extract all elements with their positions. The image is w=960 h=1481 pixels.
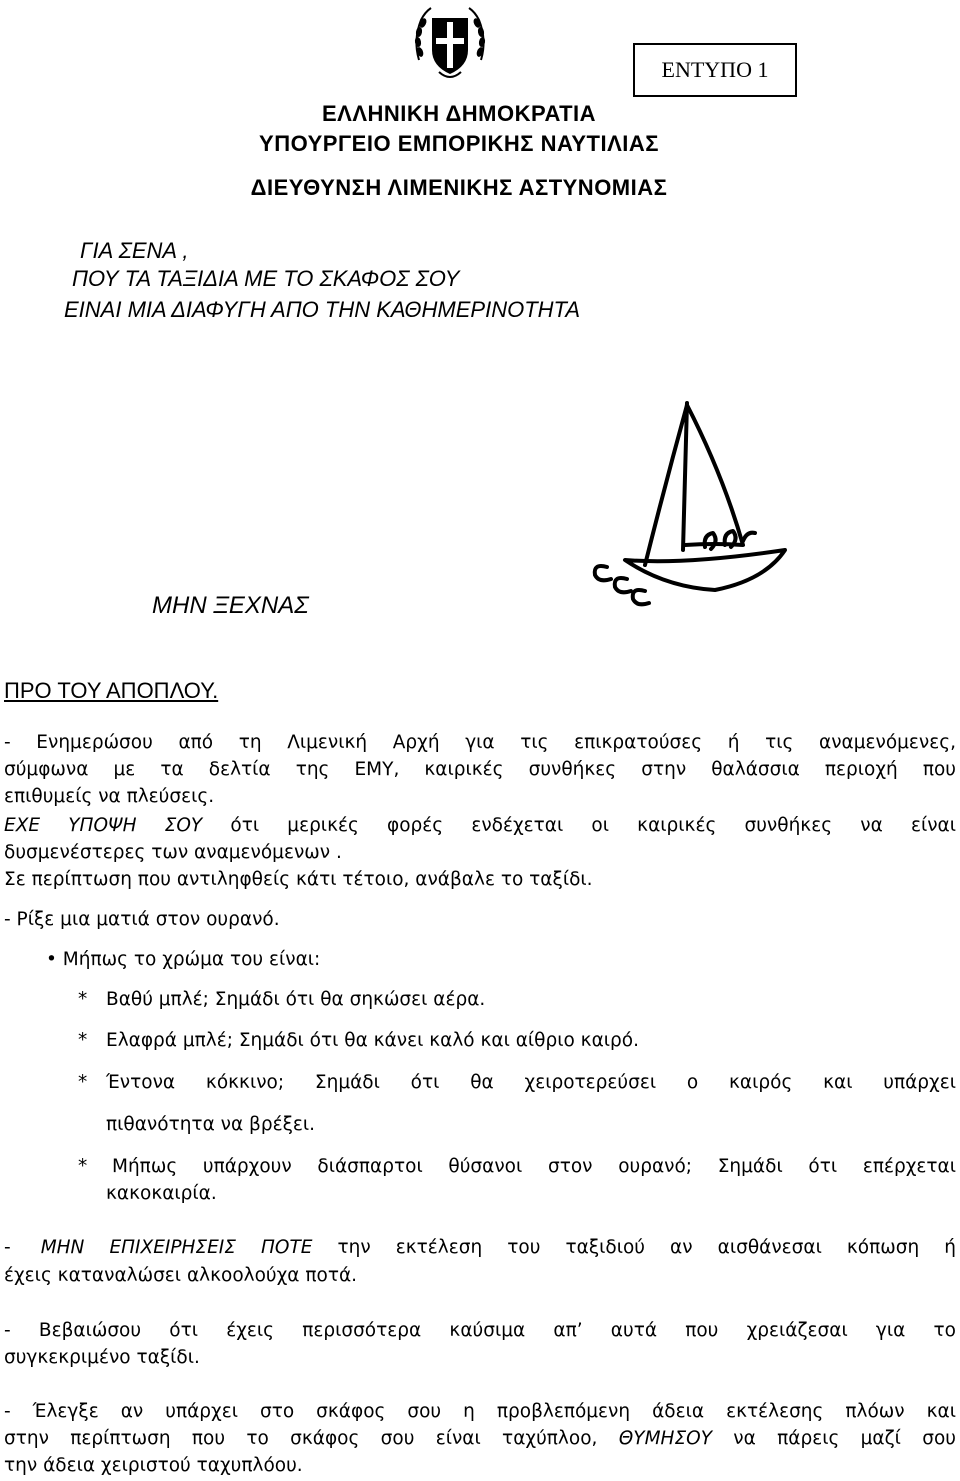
dont-forget-heading: ΜΗΝ ΞΕΧΝΑΣ — [152, 592, 309, 619]
never-attempt-emphasis: ΜΗΝ ΕΠΙΧΕΙΡΗΣΕΙΣ ΠΟΤΕ — [40, 1237, 313, 1258]
sky-item-4-asterisk — [78, 1153, 87, 1180]
sky-item-3-asterisk — [78, 1069, 87, 1096]
header-republic: ΕΛΛΗΝΙΚΗ ΔΗΜΟΚΡΑΤΙΑ — [321, 101, 597, 126]
sky-item-2-text: Ελαφρά μπλέ; Σημάδι ότι θα κάνει καλό και αίθριο καιρό. — [106, 1030, 639, 1051]
form-number-label: ΕΝΤΥΠΟ 1 — [661, 57, 769, 82]
sky-item-3-line-1: Έντονα κόκκινο; Σημάδι ότι θα χειροτερεύσει ο καιρός και υπάρχει — [106, 1072, 956, 1093]
asterisk-icon: * — [78, 989, 88, 1010]
para1-line-6: Σε περίπτωση που αντιληφθείς κάτι τέτοιο, ανάβαλε το ταξίδι. — [4, 869, 593, 890]
para2-line-1-rest: την εκτέλεση του ταξιδιού αν αισθάνεσαι κόπωση ή — [312, 1237, 956, 1258]
sky-item-3-line-2: πιθανότητα να βρέξει. — [106, 1114, 316, 1135]
asterisk-icon: * — [78, 1156, 88, 1177]
para2-line-2: έχεις καταναλώσει αλκοολούχα ποτά. — [4, 1265, 358, 1286]
coat-of-arms-emblem — [407, 0, 493, 86]
asterisk-icon: * — [78, 1072, 88, 1093]
para1-line-5: δυσμενέστερες των αναμενόμενων . — [4, 842, 342, 863]
para4-line-2 — [4, 1425, 956, 1452]
asterisk-icon: * — [78, 1030, 88, 1051]
para1-line-2: σύμφωνα με τα δελτία της ΕΜΥ, καιρικές συνθήκες στην θαλάσσια περιοχή που — [4, 759, 956, 780]
para2-line-1 — [4, 1234, 956, 1261]
header-ministry: ΥΠΟΥΡΓΕΙΟ ΕΜΠΟΡΙΚΗΣ ΝΑΥΤΙΛΙΑΣ — [259, 131, 659, 156]
remember-emphasis: ΘΥΜΗΣΟΥ — [618, 1428, 712, 1449]
para4-line-2-pre: στην περίπτωση που το σκάφος σου είναι ταχύπλοο, — [4, 1428, 619, 1449]
para1-line-1: - Ενημερώσου από τη Λιμενική Αρχή για τις επικρατούσες ή τις αναμενόμενες, — [4, 732, 956, 753]
para1-line-4 — [4, 812, 956, 839]
section-title: ΠΡΟ ΤΟΥ ΑΠΟΠΛΟΥ. — [4, 678, 219, 703]
para1-line-7: - Ρίξε μια ματιά στον ουρανό. — [4, 909, 280, 930]
para4-line-2-post: να πάρεις μαζί σου — [712, 1428, 956, 1449]
para1-line-3: επιθυμείς να πλεύσεις. — [4, 786, 215, 807]
bullet-icon: • — [46, 949, 63, 970]
slogan-line-1: ΓΙΑ ΣΕΝΑ , — [80, 238, 189, 263]
para2-dash: - — [4, 1237, 11, 1258]
sky-item-1 — [78, 986, 486, 1013]
have-in-mind-emphasis: ΕΧΕ ΥΠΟΨΗ ΣΟΥ — [4, 815, 203, 836]
sky-question-text: Μήπως το χρώμα του είναι: — [62, 949, 321, 970]
sky-item-2 — [78, 1027, 639, 1054]
sky-item-1-text: Βαθύ μπλέ; Σημάδι ότι θα σηκώσει αέρα. — [106, 989, 486, 1010]
form-number-box — [633, 43, 797, 97]
header-directorate: ΔΙΕΥΘΥΝΣΗ ΛΙΜΕΝΙΚΗΣ ΑΣΤΥΝΟΜΙΑΣ — [250, 175, 668, 200]
para4-line-1: - Έλεγξε αν υπάρχει στο σκάφος σου η προβλεπόμενη άδεια εκτέλεσης πλόων και — [4, 1401, 956, 1422]
para4-line-3: την άδεια χειριστού ταχυπλόου. — [4, 1455, 303, 1476]
sky-item-4-line-1: Μήπως υπάρχουν διάσπαρτοι θύσανοι στον ουρανό; Σημάδι ότι επέρχεται — [112, 1156, 956, 1177]
sky-question — [46, 946, 320, 973]
para3-line-2: συγκεκριμένο ταξίδι. — [4, 1347, 200, 1368]
para1-line-4-rest: ότι μερικές φορές ενδέχεται οι καιρικές συνθήκες να είναι — [202, 815, 956, 836]
sailboat-illustration — [585, 395, 810, 620]
para3-line-1: - Βεβαιώσου ότι έχεις περισσότερα καύσιμα απ’ αυτά που χρειάζεσαι για το — [4, 1320, 956, 1341]
sky-item-4-line-2: κακοκαιρία. — [106, 1183, 217, 1204]
slogan-line-3: ΕΙΝΑΙ ΜΙΑ ΔΙΑΦΥΓΗ ΑΠΟ ΤΗΝ ΚΑΘΗΜΕΡΙΝΟΤΗΤΑ — [64, 297, 581, 322]
slogan-line-2: ΠΟΥ ΤΑ ΤΑΞΙΔΙΑ ΜΕ ΤΟ ΣΚΑΦΟΣ ΣΟΥ — [72, 266, 460, 291]
